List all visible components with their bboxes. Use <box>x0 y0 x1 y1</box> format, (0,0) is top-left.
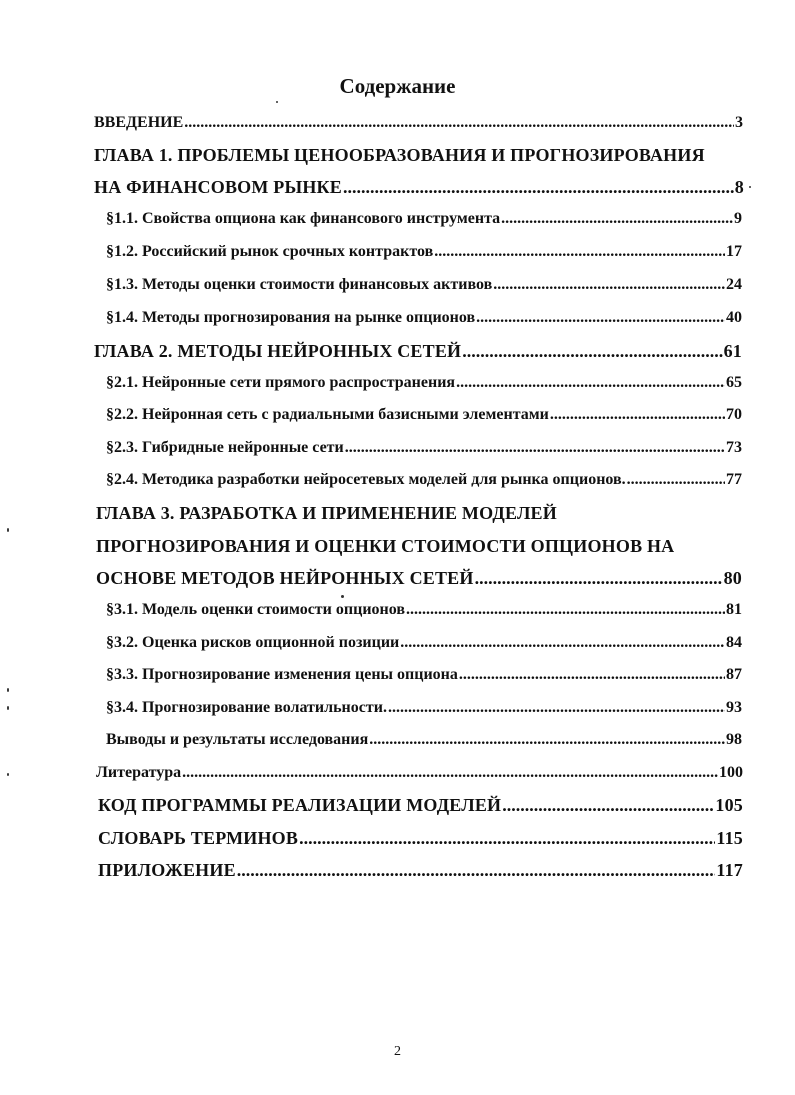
toc-entry-label: §3.1. Модель оценки стоимости опционов <box>106 601 405 618</box>
toc-entry-s14[interactable] <box>106 309 742 327</box>
toc-entry-label: ГЛАВА 2. МЕТОДЫ НЕЙРОННЫХ СЕТЕЙ <box>94 341 462 361</box>
toc-entry-label: §2.1. Нейронные сети прямого распространения <box>106 374 456 391</box>
toc-leader-dots <box>369 731 725 749</box>
toc-page-number: 8 <box>734 177 744 197</box>
toc-page-number: 70 <box>726 406 742 423</box>
page-title: Содержание <box>339 74 456 98</box>
scan-speck <box>749 186 751 188</box>
toc-entry-chapter1[interactable] <box>94 177 744 198</box>
toc-entry-code[interactable] <box>98 795 743 816</box>
toc-leader-dots <box>434 243 725 261</box>
toc-leader-dots <box>475 568 723 589</box>
toc-page-number: 3 <box>735 114 743 131</box>
toc-page-number: 87 <box>726 666 742 683</box>
toc-leader-dots <box>462 341 722 362</box>
toc-entry-label: ПРИЛОЖЕНИЕ <box>98 860 236 880</box>
toc-entry-label: ВВЕДЕНИЕ <box>94 114 184 131</box>
toc-page-number: 17 <box>726 243 742 260</box>
toc-leader-dots <box>501 210 733 228</box>
toc-entry-label: §3.2. Оценка рисков опционной позиции <box>106 634 400 651</box>
toc-entry-chapter3[interactable] <box>96 568 742 589</box>
toc-entry-label: Литература <box>96 764 182 781</box>
toc-entry-intro[interactable] <box>94 114 743 132</box>
toc-page-number: 9 <box>734 210 742 227</box>
toc-page-number: 93 <box>726 699 742 716</box>
toc-chapter3-line2: ПРОГНОЗИРОВАНИЯ И ОЦЕНКИ СТОИМОСТИ ОПЦИОНОВ НА <box>96 536 675 556</box>
toc-entry-label: §2.2. Нейронная сеть с радиальными базисными элементами <box>106 406 549 423</box>
toc-entry-appendix[interactable] <box>98 860 743 881</box>
toc-leader-dots <box>400 634 725 652</box>
toc-leader-dots <box>627 471 725 489</box>
toc-leader-dots <box>184 114 734 132</box>
toc-leader-dots <box>406 601 725 619</box>
toc-chapter1-line1: ГЛАВА 1. ПРОБЛЕМЫ ЦЕНООБРАЗОВАНИЯ И ПРОГНОЗИРОВАНИЯ <box>94 145 705 165</box>
toc-entry-s12[interactable] <box>106 243 742 261</box>
page-number: 2 <box>394 1044 401 1059</box>
toc-entry-s32[interactable] <box>106 634 742 652</box>
toc-entry-label: Выводы и результаты исследования <box>106 731 369 748</box>
toc-leader-dots <box>493 276 725 294</box>
toc-leader-dots <box>388 699 725 717</box>
toc-page-number: 65 <box>726 374 742 391</box>
toc-entry-label: ОСНОВЕ МЕТОДОВ НЕЙРОННЫХ СЕТЕЙ <box>96 568 474 588</box>
toc-entry-s33[interactable] <box>106 666 742 684</box>
toc-entry-s31[interactable] <box>106 601 742 619</box>
toc-leader-dots <box>299 828 715 849</box>
toc-entry-label: §2.4. Методика разработки нейросетевых моделей для рынка опционов. <box>106 471 626 488</box>
toc-entry-s34[interactable] <box>106 699 742 717</box>
toc-leader-dots <box>345 439 725 457</box>
toc-entry-label: СЛОВАРЬ ТЕРМИНОВ <box>98 828 299 848</box>
toc-leader-dots <box>476 309 725 327</box>
scan-speck <box>7 773 9 776</box>
scan-speck <box>276 101 278 103</box>
toc-page-number: 100 <box>719 764 743 781</box>
toc-entry-label: НА ФИНАНСОВОМ РЫНКЕ <box>94 177 342 197</box>
toc-leader-dots <box>182 764 718 782</box>
toc-entry-s13[interactable] <box>106 276 742 294</box>
toc-page-number: 61 <box>723 341 742 361</box>
toc-leader-dots <box>237 860 716 881</box>
toc-entry-chapter2[interactable] <box>94 341 742 362</box>
toc-entry-label: §1.2. Российский рынок срочных контрактов <box>106 243 434 260</box>
scan-speck <box>7 706 9 710</box>
toc-page-number: 24 <box>726 276 742 293</box>
toc-page-number: 105 <box>715 795 743 815</box>
toc-leader-dots <box>343 177 734 198</box>
toc-leader-dots <box>550 406 725 424</box>
toc-page-number: 80 <box>723 568 742 588</box>
toc-entry-s22[interactable] <box>106 406 742 424</box>
toc-entry-label: §3.4. Прогнозирование волатильности. <box>106 699 387 716</box>
toc-entry-s23[interactable] <box>106 439 742 457</box>
toc-entry-label: §2.3. Гибридные нейронные сети <box>106 439 344 456</box>
toc-page-number: 117 <box>716 860 743 880</box>
toc-chapter3-line1: ГЛАВА 3. РАЗРАБОТКА И ПРИМЕНЕНИЕ МОДЕЛЕЙ <box>96 503 557 523</box>
toc-entry-s24[interactable] <box>106 471 742 489</box>
toc-page-number: 40 <box>726 309 742 326</box>
scan-speck <box>7 688 9 692</box>
toc-entry-label: §1.1. Свойства опциона как финансового инструмента <box>106 210 501 227</box>
toc-page-number: 98 <box>726 731 742 748</box>
toc-entry-label: §3.3. Прогнозирование изменения цены опциона <box>106 666 458 683</box>
toc-leader-dots <box>459 666 725 684</box>
toc-page-number: 84 <box>726 634 742 651</box>
toc-entry-s11[interactable] <box>106 210 742 228</box>
toc-entry-glossary[interactable] <box>98 828 743 849</box>
toc-entry-literature[interactable] <box>96 764 743 782</box>
toc-leader-dots <box>502 795 714 816</box>
scan-speck <box>7 528 9 532</box>
scan-speck <box>341 595 344 598</box>
toc-entry-label: КОД ПРОГРАММЫ РЕАЛИЗАЦИИ МОДЕЛЕЙ <box>98 795 502 815</box>
toc-leader-dots <box>456 374 725 392</box>
toc-entry-conclusions[interactable] <box>106 731 742 749</box>
toc-entry-s21[interactable] <box>106 374 742 392</box>
toc-page-number: 81 <box>726 601 742 618</box>
toc-page-number: 73 <box>726 439 742 456</box>
toc-page-number: 115 <box>716 828 743 848</box>
toc-page-number: 77 <box>726 471 742 488</box>
toc-entry-label: §1.3. Методы оценки стоимости финансовых активов <box>106 276 493 293</box>
toc-entry-label: §1.4. Методы прогнозирования на рынке опционов <box>106 309 476 326</box>
